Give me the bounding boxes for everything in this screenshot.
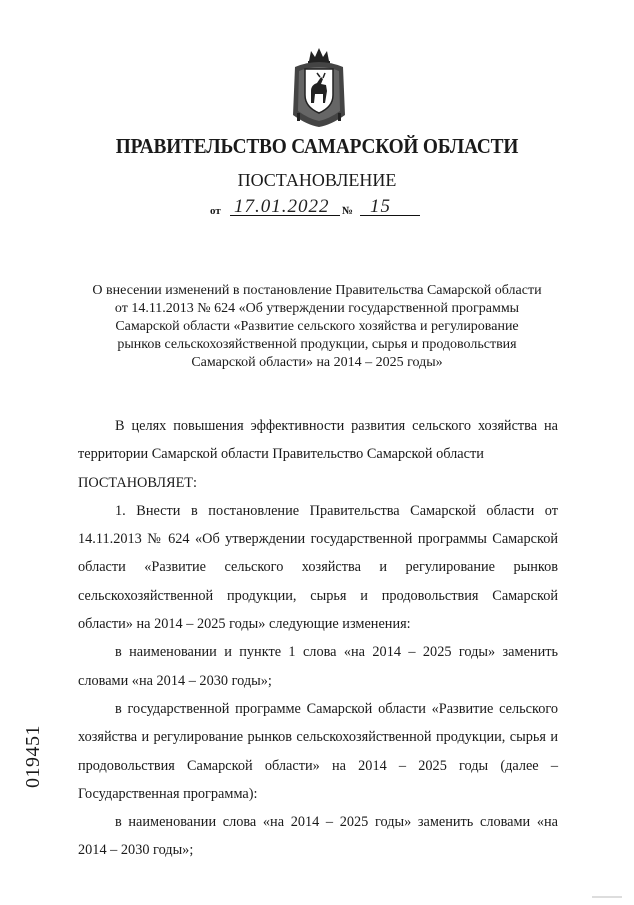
- subject-line: Самарской области» на 2014 – 2025 годы»: [191, 355, 443, 370]
- paragraph-change-title: в наименовании и пункте 1 слова «на 2014 – 2025 годы» заменить словами «на 2014 – 2030 годы»;: [78, 644, 558, 689]
- subject-line: от 14.11.2013 № 624 «Об утверждении государственной программы: [114, 301, 520, 316]
- date-prefix: от: [210, 205, 221, 217]
- number-prefix: №: [342, 205, 354, 217]
- subject-line: Самарской области «Развитие сельского хозяйства и регулирование: [115, 319, 519, 334]
- paragraph-item-1: 1. Внести в постановление Правительства Самарской области от 14.11.2013 № 624 «Об утверждении государственной программы Самарской области «Развитие сельского хозяйства и регулирование рынков сельскохозяйственной продукции, сырья и продовольствия Самарской области» на 2014 – 2025 годы» следующие изменения:: [78, 502, 558, 633]
- document-body: [78, 412, 558, 865]
- subject-line: О внесении изменений в постановление Правительства Самарской области: [92, 283, 542, 298]
- scan-artifact: [592, 896, 622, 898]
- coat-of-arms-icon: [287, 45, 351, 129]
- date-value: 17.01.2022: [234, 196, 330, 217]
- date-number-line: [210, 196, 440, 220]
- document-subject: [60, 282, 574, 372]
- serial-number: 019451: [22, 725, 44, 788]
- government-title: ПРАВИТЕЛЬСТВО САМАРСКОЙ ОБЛАСТИ: [115, 134, 519, 158]
- paragraph-change-name: в наименовании слова «на 2014 – 2025 годы» заменить словами «на 2014 – 2030 годы»;: [78, 814, 558, 859]
- paragraph-change-program: в государственной программе Самарской области «Развитие сельского хозяйства и регулирование рынков сельскохозяйственной продукции, сырья и продовольствия Самарской области» на 2014 – 2025 годы (далее – Государственная программа):: [78, 700, 558, 802]
- paragraph-preamble: В целях повышения эффективности развития сельского хозяйства на территории Самарской области Правительство Самарской области: [78, 418, 558, 463]
- number-value: 15: [370, 196, 391, 217]
- paragraph-decree: ПОСТАНОВЛЯЕТ:: [78, 474, 198, 491]
- document-type: ПОСТАНОВЛЕНИЕ: [237, 170, 397, 190]
- subject-line: рынков сельскохозяйственной продукции, сырья и продовольствия: [117, 337, 517, 352]
